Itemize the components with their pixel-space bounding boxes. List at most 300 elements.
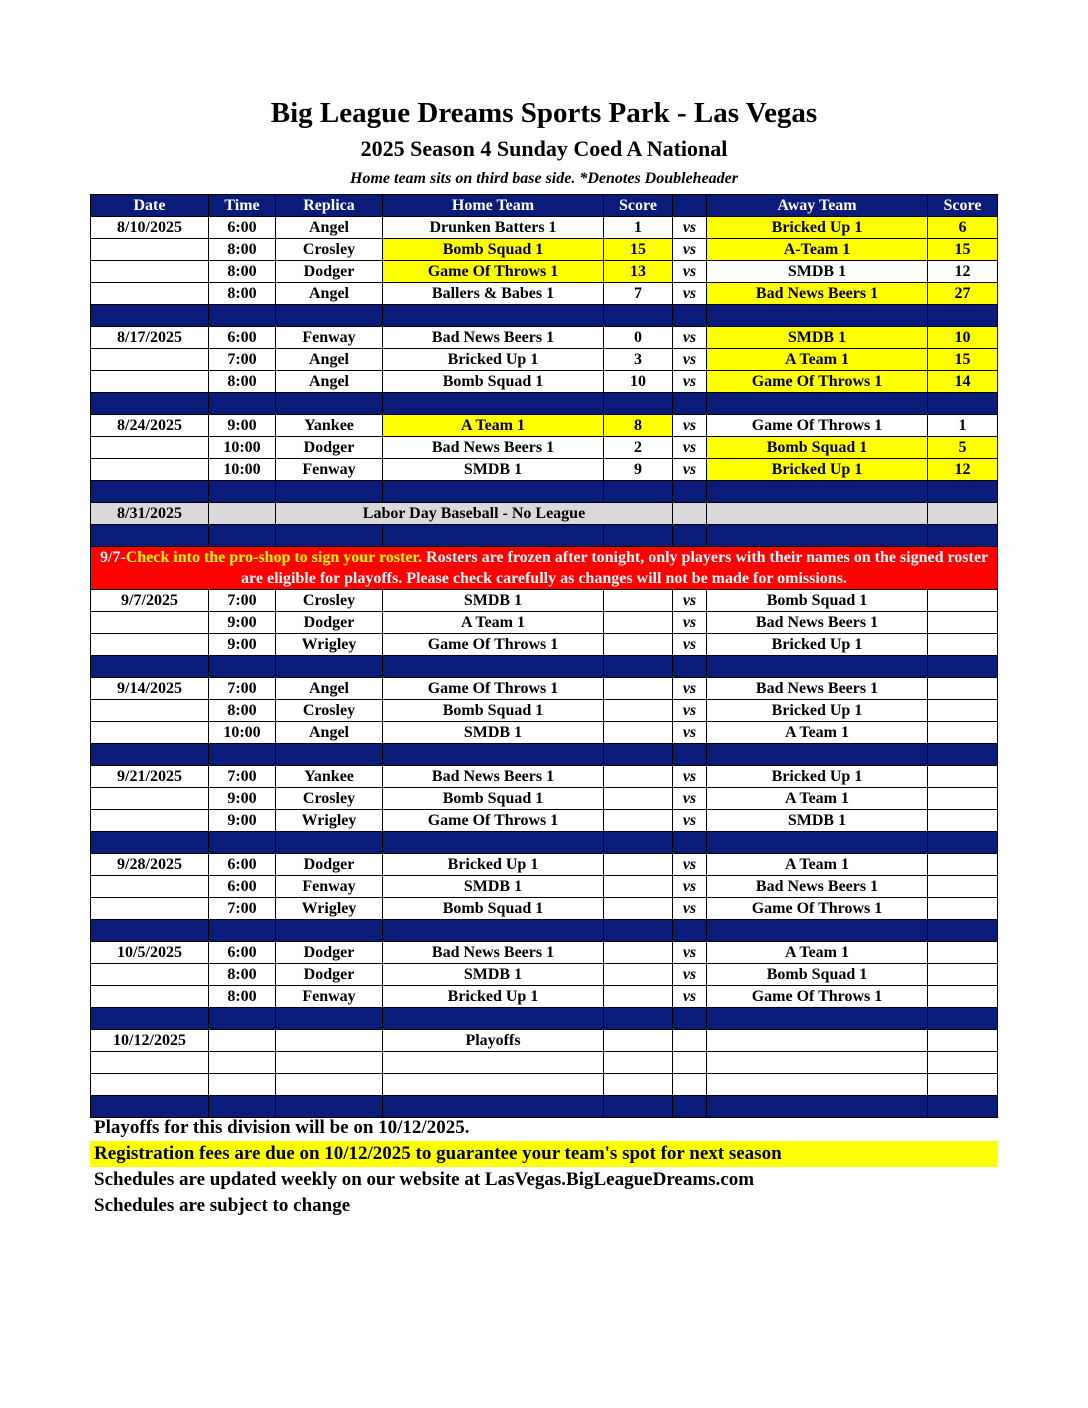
away-score-cell: 14 xyxy=(928,371,998,393)
vs-cell: vs xyxy=(673,678,707,700)
game-row xyxy=(91,415,998,437)
separator-cell xyxy=(604,920,673,942)
away-score-cell xyxy=(928,942,998,964)
time-cell: 8:00 xyxy=(209,239,276,261)
separator-cell xyxy=(276,481,383,503)
time-cell: 10:00 xyxy=(209,459,276,481)
holiday-text: Labor Day Baseball - No League xyxy=(276,503,673,525)
separator-cell xyxy=(928,1008,998,1030)
vs-cell: vs xyxy=(673,634,707,656)
game-row xyxy=(91,1074,998,1096)
separator-cell xyxy=(604,393,673,415)
separator-cell xyxy=(928,393,998,415)
home-score-cell: 13 xyxy=(604,261,673,283)
away-score-cell: 5 xyxy=(928,437,998,459)
replica-field-cell: Dodger xyxy=(276,854,383,876)
away-score-cell xyxy=(928,678,998,700)
vs-cell: vs xyxy=(673,986,707,1008)
vs-cell: vs xyxy=(673,722,707,744)
separator-cell xyxy=(928,832,998,854)
away-team-cell xyxy=(707,1074,928,1096)
vs-cell xyxy=(673,1074,707,1096)
game-row xyxy=(91,986,998,1008)
away-team-cell: Bad News Beers 1 xyxy=(707,876,928,898)
date-cell: 9/21/2025 xyxy=(91,766,209,788)
separator-cell xyxy=(673,832,707,854)
home-score-cell xyxy=(604,1052,673,1074)
home-score-cell xyxy=(604,810,673,832)
home-team-cell: SMDB 1 xyxy=(383,590,604,612)
game-row xyxy=(91,371,998,393)
separator-cell xyxy=(91,744,209,766)
separator-row xyxy=(91,832,998,854)
replica-field-cell: Fenway xyxy=(276,986,383,1008)
footer-playoffs: Playoffs for this division will be on 10/12/2025. xyxy=(94,1117,470,1138)
away-score-cell: 12 xyxy=(928,261,998,283)
away-team-cell xyxy=(707,1030,928,1052)
separator-cell xyxy=(209,744,276,766)
date-cell xyxy=(91,371,209,393)
footer-change: Schedules are subject to change xyxy=(94,1195,351,1216)
home-score-cell: 2 xyxy=(604,437,673,459)
game-row xyxy=(91,327,998,349)
date-cell xyxy=(91,986,209,1008)
separator-cell xyxy=(383,656,604,678)
time-cell: 8:00 xyxy=(209,261,276,283)
seating-note: Home team sits on third base side. *Denotes Doubleheader xyxy=(350,170,738,187)
separator-cell xyxy=(91,481,209,503)
vs-cell: vs xyxy=(673,964,707,986)
replica-field-cell: Dodger xyxy=(276,964,383,986)
header-row xyxy=(91,195,998,217)
date-cell xyxy=(91,722,209,744)
date-cell: 8/31/2025 xyxy=(91,503,209,525)
home-team-cell: SMDB 1 xyxy=(383,722,604,744)
separator-cell xyxy=(928,744,998,766)
replica-field-cell: Angel xyxy=(276,678,383,700)
home-team-cell: Game Of Throws 1 xyxy=(383,634,604,656)
home-team-cell: Bomb Squad 1 xyxy=(383,898,604,920)
date-cell xyxy=(91,239,209,261)
replica-field-cell: Fenway xyxy=(276,459,383,481)
vs-cell: vs xyxy=(673,810,707,832)
separator-cell xyxy=(673,393,707,415)
vs-cell: vs xyxy=(673,898,707,920)
game-row xyxy=(91,766,998,788)
away-score-cell xyxy=(928,898,998,920)
separator-cell xyxy=(383,525,604,547)
date-cell xyxy=(91,964,209,986)
home-score-cell: 9 xyxy=(604,459,673,481)
separator-cell xyxy=(276,656,383,678)
home-team-cell: SMDB 1 xyxy=(383,459,604,481)
vs-cell: vs xyxy=(673,239,707,261)
away-score-cell: 1 xyxy=(928,415,998,437)
home-team-cell: A Team 1 xyxy=(383,415,604,437)
home-score-cell: 1 xyxy=(604,217,673,239)
separator-cell xyxy=(707,1008,928,1030)
replica-field-cell: Fenway xyxy=(276,876,383,898)
separator-cell xyxy=(928,525,998,547)
separator-cell xyxy=(276,525,383,547)
schedule-body xyxy=(91,195,998,1118)
separator-cell xyxy=(707,525,928,547)
home-team-cell: Game Of Throws 1 xyxy=(383,810,604,832)
away-team-cell xyxy=(707,1052,928,1074)
separator-cell xyxy=(209,832,276,854)
away-team-cell: Bricked Up 1 xyxy=(707,634,928,656)
date-cell xyxy=(91,1052,209,1074)
schedule-table xyxy=(90,194,998,1118)
away-team-cell: Game Of Throws 1 xyxy=(707,898,928,920)
time-cell: 6:00 xyxy=(209,876,276,898)
away-team-cell: A Team 1 xyxy=(707,854,928,876)
home-score-cell: 10 xyxy=(604,371,673,393)
time-cell: 10:00 xyxy=(209,437,276,459)
replica-field-cell xyxy=(276,1074,383,1096)
game-row xyxy=(91,1052,998,1074)
home-score-cell xyxy=(604,1030,673,1052)
home-score-cell xyxy=(604,854,673,876)
notice-rest: Rosters are frozen after tonight, only players with their names on the signed roster are eligible for playoffs. Please check carefully as changes will not be made for omissions. xyxy=(241,549,989,587)
separator-cell xyxy=(91,1008,209,1030)
away-team-cell: SMDB 1 xyxy=(707,327,928,349)
vs-cell xyxy=(673,503,707,525)
home-team-cell: Bomb Squad 1 xyxy=(383,788,604,810)
away-score-cell: 15 xyxy=(928,239,998,261)
away-team-cell: A Team 1 xyxy=(707,942,928,964)
away-team-cell: Bomb Squad 1 xyxy=(707,590,928,612)
vs-cell: vs xyxy=(673,766,707,788)
separator-cell xyxy=(707,393,928,415)
game-row xyxy=(91,964,998,986)
separator-cell xyxy=(707,744,928,766)
separator-cell xyxy=(928,305,998,327)
away-team-cell: A Team 1 xyxy=(707,788,928,810)
away-team-cell: A Team 1 xyxy=(707,349,928,371)
date-cell xyxy=(91,876,209,898)
time-cell xyxy=(209,1052,276,1074)
home-team-cell: Playoffs xyxy=(383,1030,604,1052)
away-score-cell xyxy=(928,788,998,810)
time-cell: 7:00 xyxy=(209,590,276,612)
vs-cell: vs xyxy=(673,283,707,305)
away-team-cell: Bomb Squad 1 xyxy=(707,437,928,459)
away-team-cell: Bricked Up 1 xyxy=(707,217,928,239)
date-cell: 9/14/2025 xyxy=(91,678,209,700)
away-team-cell: Bricked Up 1 xyxy=(707,459,928,481)
time-cell: 9:00 xyxy=(209,788,276,810)
date-cell: 10/5/2025 xyxy=(91,942,209,964)
game-row xyxy=(91,854,998,876)
separator-cell xyxy=(604,525,673,547)
away-team-cell xyxy=(707,503,928,525)
time-cell xyxy=(209,1030,276,1052)
separator-row xyxy=(91,920,998,942)
game-row xyxy=(91,217,998,239)
replica-field-cell: Wrigley xyxy=(276,898,383,920)
column-header-date: Date xyxy=(91,195,209,217)
home-score-cell xyxy=(604,766,673,788)
separator-cell xyxy=(383,481,604,503)
replica-field-cell: Angel xyxy=(276,722,383,744)
away-team-cell: Bad News Beers 1 xyxy=(707,678,928,700)
roster-notice-row xyxy=(91,547,998,590)
game-row xyxy=(91,788,998,810)
separator-cell xyxy=(91,525,209,547)
time-cell: 9:00 xyxy=(209,612,276,634)
separator-cell xyxy=(276,744,383,766)
home-score-cell xyxy=(604,898,673,920)
separator-cell xyxy=(209,305,276,327)
away-score-cell xyxy=(928,810,998,832)
replica-field-cell: Angel xyxy=(276,349,383,371)
separator-cell xyxy=(209,920,276,942)
home-score-cell: 7 xyxy=(604,283,673,305)
away-score-cell xyxy=(928,634,998,656)
column-header-away-score: Score xyxy=(928,195,998,217)
separator-cell xyxy=(707,920,928,942)
separator-cell xyxy=(383,1008,604,1030)
separator-cell xyxy=(383,393,604,415)
game-row xyxy=(91,722,998,744)
home-team-cell: Game Of Throws 1 xyxy=(383,261,604,283)
separator-cell xyxy=(209,481,276,503)
separator-cell xyxy=(91,920,209,942)
game-row xyxy=(91,590,998,612)
away-score-cell xyxy=(928,503,998,525)
game-row xyxy=(91,283,998,305)
date-cell xyxy=(91,810,209,832)
separator-cell xyxy=(276,393,383,415)
away-score-cell xyxy=(928,854,998,876)
time-cell: 7:00 xyxy=(209,766,276,788)
date-cell xyxy=(91,788,209,810)
home-score-cell xyxy=(604,964,673,986)
home-team-cell: Bad News Beers 1 xyxy=(383,437,604,459)
game-row xyxy=(91,942,998,964)
replica-field-cell: Dodger xyxy=(276,261,383,283)
home-score-cell xyxy=(604,1074,673,1096)
home-score-cell xyxy=(604,590,673,612)
home-team-cell: Drunken Batters 1 xyxy=(383,217,604,239)
away-team-cell: A Team 1 xyxy=(707,722,928,744)
replica-field-cell xyxy=(276,1030,383,1052)
replica-field-cell: Wrigley xyxy=(276,810,383,832)
home-score-cell xyxy=(604,634,673,656)
time-cell: 9:00 xyxy=(209,634,276,656)
away-team-cell: Bricked Up 1 xyxy=(707,700,928,722)
date-cell: 10/12/2025 xyxy=(91,1030,209,1052)
replica-field-cell: Dodger xyxy=(276,437,383,459)
separator-cell xyxy=(928,656,998,678)
home-team-cell: A Team 1 xyxy=(383,612,604,634)
game-row xyxy=(91,678,998,700)
date-cell xyxy=(91,898,209,920)
time-cell: 6:00 xyxy=(209,217,276,239)
game-row xyxy=(91,239,998,261)
home-score-cell: 15 xyxy=(604,239,673,261)
vs-cell: vs xyxy=(673,700,707,722)
time-cell: 7:00 xyxy=(209,678,276,700)
away-score-cell: 15 xyxy=(928,349,998,371)
home-score-cell xyxy=(604,986,673,1008)
column-header-home-team: Home Team xyxy=(383,195,604,217)
separator-cell xyxy=(383,920,604,942)
home-team-cell: Bad News Beers 1 xyxy=(383,327,604,349)
away-score-cell xyxy=(928,876,998,898)
separator-cell xyxy=(276,832,383,854)
home-score-cell xyxy=(604,722,673,744)
separator-cell xyxy=(209,1008,276,1030)
time-cell: 7:00 xyxy=(209,349,276,371)
separator-row xyxy=(91,744,998,766)
home-team-cell xyxy=(383,1052,604,1074)
game-row xyxy=(91,876,998,898)
away-team-cell: Bad News Beers 1 xyxy=(707,612,928,634)
time-cell: 8:00 xyxy=(209,964,276,986)
separator-cell xyxy=(383,744,604,766)
away-score-cell: 6 xyxy=(928,217,998,239)
away-score-cell xyxy=(928,986,998,1008)
home-team-cell: Bad News Beers 1 xyxy=(383,766,604,788)
away-score-cell: 10 xyxy=(928,327,998,349)
home-score-cell xyxy=(604,612,673,634)
separator-cell xyxy=(91,832,209,854)
away-score-cell xyxy=(928,964,998,986)
away-score-cell xyxy=(928,1074,998,1096)
separator-cell xyxy=(673,920,707,942)
separator-cell xyxy=(604,832,673,854)
separator-cell xyxy=(673,525,707,547)
separator-cell xyxy=(604,481,673,503)
date-cell xyxy=(91,261,209,283)
replica-field-cell: Angel xyxy=(276,283,383,305)
vs-cell: vs xyxy=(673,437,707,459)
away-team-cell: SMDB 1 xyxy=(707,810,928,832)
game-row xyxy=(91,634,998,656)
vs-cell xyxy=(673,1030,707,1052)
replica-field-cell: Dodger xyxy=(276,942,383,964)
away-team-cell: Bomb Squad 1 xyxy=(707,964,928,986)
date-cell xyxy=(91,283,209,305)
time-cell: 8:00 xyxy=(209,283,276,305)
replica-field-cell: Angel xyxy=(276,371,383,393)
away-score-cell xyxy=(928,766,998,788)
away-score-cell xyxy=(928,1030,998,1052)
date-cell xyxy=(91,459,209,481)
date-cell: 8/17/2025 xyxy=(91,327,209,349)
separator-cell xyxy=(276,1008,383,1030)
date-cell: 8/10/2025 xyxy=(91,217,209,239)
page-subtitle: 2025 Season 4 Sunday Coed A National xyxy=(360,136,728,161)
vs-cell: vs xyxy=(673,415,707,437)
away-team-cell: A-Team 1 xyxy=(707,239,928,261)
separator-cell xyxy=(209,656,276,678)
away-score-cell xyxy=(928,1052,998,1074)
away-score-cell: 12 xyxy=(928,459,998,481)
replica-field-cell: Angel xyxy=(276,217,383,239)
separator-cell xyxy=(91,656,209,678)
time-cell: 8:00 xyxy=(209,700,276,722)
home-team-cell: Bomb Squad 1 xyxy=(383,239,604,261)
separator-cell xyxy=(673,656,707,678)
separator-cell xyxy=(276,305,383,327)
holiday-row xyxy=(91,503,998,525)
time-cell: 8:00 xyxy=(209,371,276,393)
separator-cell xyxy=(928,920,998,942)
replica-field-cell: Yankee xyxy=(276,766,383,788)
vs-cell: vs xyxy=(673,876,707,898)
time-cell: 6:00 xyxy=(209,942,276,964)
away-team-cell: SMDB 1 xyxy=(707,261,928,283)
column-header-time: Time xyxy=(209,195,276,217)
vs-cell xyxy=(673,1052,707,1074)
date-cell xyxy=(91,700,209,722)
game-row xyxy=(91,810,998,832)
date-cell xyxy=(91,612,209,634)
replica-field-cell: Fenway xyxy=(276,327,383,349)
vs-cell: vs xyxy=(673,371,707,393)
home-team-cell: Bricked Up 1 xyxy=(383,349,604,371)
separator-cell xyxy=(383,305,604,327)
date-cell xyxy=(91,634,209,656)
column-header-replica: Replica xyxy=(276,195,383,217)
separator-cell xyxy=(383,832,604,854)
separator-cell xyxy=(91,305,209,327)
away-team-cell: Bricked Up 1 xyxy=(707,766,928,788)
date-cell: 9/7/2025 xyxy=(91,590,209,612)
notice-prefix: 9/7- xyxy=(99,549,126,566)
home-team-cell xyxy=(383,1074,604,1096)
date-cell: 9/28/2025 xyxy=(91,854,209,876)
separator-cell xyxy=(276,920,383,942)
column-header-away-team: Away Team xyxy=(707,195,928,217)
separator-row xyxy=(91,481,998,503)
time-cell: 7:00 xyxy=(209,898,276,920)
vs-cell: vs xyxy=(673,327,707,349)
separator-cell xyxy=(604,656,673,678)
vs-cell: vs xyxy=(673,217,707,239)
footer-registration: Registration fees are due on 10/12/2025 to guarantee your team's spot for next season xyxy=(90,1141,997,1167)
game-row xyxy=(91,459,998,481)
time-cell xyxy=(209,503,276,525)
away-score-cell: 27 xyxy=(928,283,998,305)
away-team-cell: Game Of Throws 1 xyxy=(707,986,928,1008)
separator-cell xyxy=(209,393,276,415)
separator-cell xyxy=(707,305,928,327)
vs-cell: vs xyxy=(673,854,707,876)
game-row xyxy=(91,261,998,283)
game-row xyxy=(91,898,998,920)
time-cell: 10:00 xyxy=(209,722,276,744)
home-score-cell xyxy=(604,700,673,722)
vs-cell: vs xyxy=(673,788,707,810)
date-cell xyxy=(91,437,209,459)
vs-cell: vs xyxy=(673,590,707,612)
vs-cell: vs xyxy=(673,261,707,283)
replica-field-cell: Crosley xyxy=(276,788,383,810)
roster-notice xyxy=(91,547,998,590)
separator-cell xyxy=(604,744,673,766)
notice-highlight: Check into the pro-shop to sign your roster. xyxy=(125,549,423,566)
game-row xyxy=(91,437,998,459)
time-cell xyxy=(209,1074,276,1096)
home-score-cell xyxy=(604,678,673,700)
home-team-cell: Ballers & Babes 1 xyxy=(383,283,604,305)
footer-website: Schedules are updated weekly on our website at LasVegas.BigLeagueDreams.com xyxy=(94,1169,755,1190)
date-cell xyxy=(91,1074,209,1096)
